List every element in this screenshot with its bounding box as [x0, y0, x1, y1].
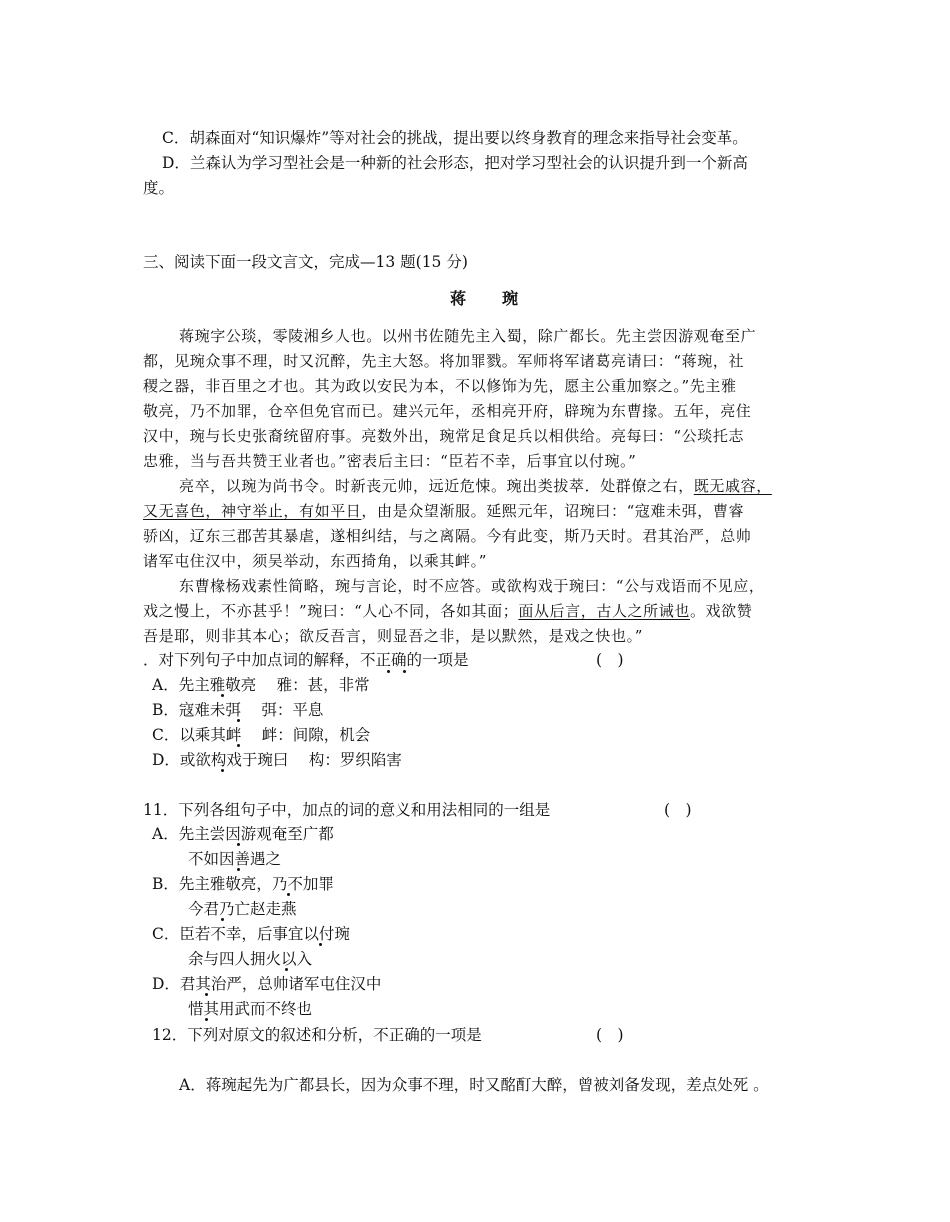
q10-option-b: B．寇难未弭 弭：平息 — [152, 701, 324, 719]
q11-option-a2: 不如因善遇之 — [188, 850, 282, 868]
q12-answer-paren: ( ) — [596, 1026, 624, 1044]
option-d-prev-line2: 度。 — [143, 179, 175, 197]
emphasis-dot — [237, 719, 240, 722]
emphasis-dot — [287, 893, 290, 896]
q10-answer-paren: ( ) — [596, 651, 624, 669]
emphasis-dot — [319, 943, 322, 946]
emphasis-dot — [237, 868, 240, 871]
emphasis-dot — [387, 670, 390, 673]
passage-p3-line1: 东曹椽杨戏素性简略，琬与言论，时不应答。或欲构戏于琬曰：“公与戏语而不见应， — [179, 577, 765, 595]
q12-stem: 12．下列对原文的叙述和分析，不正确的一项是 — [152, 1026, 482, 1044]
emphasis-dot — [237, 843, 240, 846]
underlined-sentence-part1: 既无戚容， — [693, 477, 772, 495]
q10-option-d: D．或欲构戏于琬曰 构：罗织陷害 — [152, 751, 402, 769]
passage-p3-text: 戏之慢上，不亦甚乎！”琬曰：“人心不同，各如其面； — [143, 602, 519, 620]
passage-p1-line1: 蒋琬字公琰，零陵湘乡人也。以州书佐随先主入蜀，除广都长。先主尝因游观奄至广 — [179, 327, 757, 345]
emphasis-dot — [285, 968, 288, 971]
underlined-sentence-3: 面从后言，古人之所诫也 — [518, 602, 690, 620]
q11-answer-paren: ( ) — [664, 801, 692, 819]
underlined-sentence-part2: 又无喜色，神守举止，有如平日 — [143, 502, 362, 520]
emphasis-dot — [221, 694, 224, 697]
passage-p1-line6: 忠雅，当与吾共赞王业者也。”密表后主曰：“臣若不幸，后事宜以付琬。” — [143, 452, 637, 470]
emphasis-dot — [221, 769, 224, 772]
emphasis-dot — [205, 1018, 208, 1021]
option-d-prev-line1: D．兰森认为学习型社会是一种新的社会形态，把对学习型社会的认识提升到一个新高 — [162, 154, 748, 172]
passage-p2-line2 — [143, 501, 744, 521]
passage-p1-line3: 稷之器，非百里之才也。其为政以安民为本，不以修饰为先，愿主公重加察之。”先主雅 — [143, 377, 737, 395]
passage-p1-line5: 汉中，琬与长史张裔统留府事。亮数外出，琬常足食足兵以相供给。亮每曰：“公琰托志 — [143, 427, 745, 445]
section-heading: 三、阅读下面一段文言文，完成—13 题(15 分) — [143, 253, 468, 271]
passage-p3-line3: 吾是耶，则非其本心；欲反吾言，则显吾之非，是以默然，是戏之快也。” — [143, 627, 643, 645]
emphasis-dot — [221, 918, 224, 921]
q11-option-c1: C．臣若不幸，后事宜以付琬 — [152, 925, 350, 943]
q10-stem: ．对下列句子中加点词的解释，不正确的一项是 — [143, 651, 469, 669]
passage-p3-text: 。戏欲赞 — [689, 602, 753, 620]
emphasis-dot — [237, 744, 240, 747]
q11-option-b1: B．先主雅敬亮，乃不加罪 — [152, 875, 334, 893]
passage-p3-line2 — [143, 601, 752, 621]
q10-option-a: A．先主雅敬亮 雅：甚，非常 — [152, 676, 370, 694]
passage-p2-line1 — [179, 476, 772, 496]
q11-option-d2: 惜其用武而不终也 — [188, 1000, 313, 1018]
option-c-prev: C．胡森面对“知识爆炸”等对社会的挑战，提出要以终身教育的理念来指导社会变革。 — [162, 129, 748, 147]
q11-option-c2: 余与四人拥火以入 — [188, 950, 313, 968]
passage-p1-line4: 敬亮，乃不加罪，仓卒但免官而已。建兴元年，丞相亮开府，辟琬为东曹掾。五年，亮住 — [143, 402, 752, 420]
passage-p1-line2: 都，见琬众事不理，时又沉醉，先主大怒。将加罪戮。军师将军诸葛亮请曰：“蒋琬，社 — [143, 352, 745, 370]
passage-title: 蒋 琬 — [450, 289, 529, 308]
passage-p2-text: 亮卒，以琬为尚书令。时新丧元帅，远近危悚。琬出类拔萃．处群僚之右， — [179, 477, 694, 495]
passage-p2-line4: 诸军屯住汉中，须吴举动，东西掎角，以乘其衅。” — [143, 552, 487, 570]
passage-p2-text: ，由是众望渐服。延熙元年，诏琬曰：“寇难未弭，曹睿 — [361, 502, 745, 520]
emphasis-dot — [403, 670, 406, 673]
emphasis-dot — [205, 993, 208, 996]
q11-stem: 11．下列各组句子中，加点的词的意义和用法相同的一组是 — [143, 801, 551, 819]
passage-p2-line3: 骄凶，辽东三郡苦其暴虐，遂相纠结，与之离隔。今有此变，斯乃天时。君其治严，总帅 — [143, 527, 752, 545]
q12-option-a: A．蒋琬起先为广都县长，因为众事不理，时又酩酊大醉，曾被刘备发现，差点处死 。 — [179, 1076, 769, 1094]
q11-option-d1: D．君其治严，总帅诸军屯住汉中 — [152, 975, 382, 993]
q11-option-a1: A．先主尝因游观奄至广都 — [152, 825, 334, 843]
q11-option-b2: 今君乃亡赵走燕 — [188, 900, 297, 918]
q10-option-c: C．以乘其衅 衅：间隙，机会 — [152, 726, 371, 744]
